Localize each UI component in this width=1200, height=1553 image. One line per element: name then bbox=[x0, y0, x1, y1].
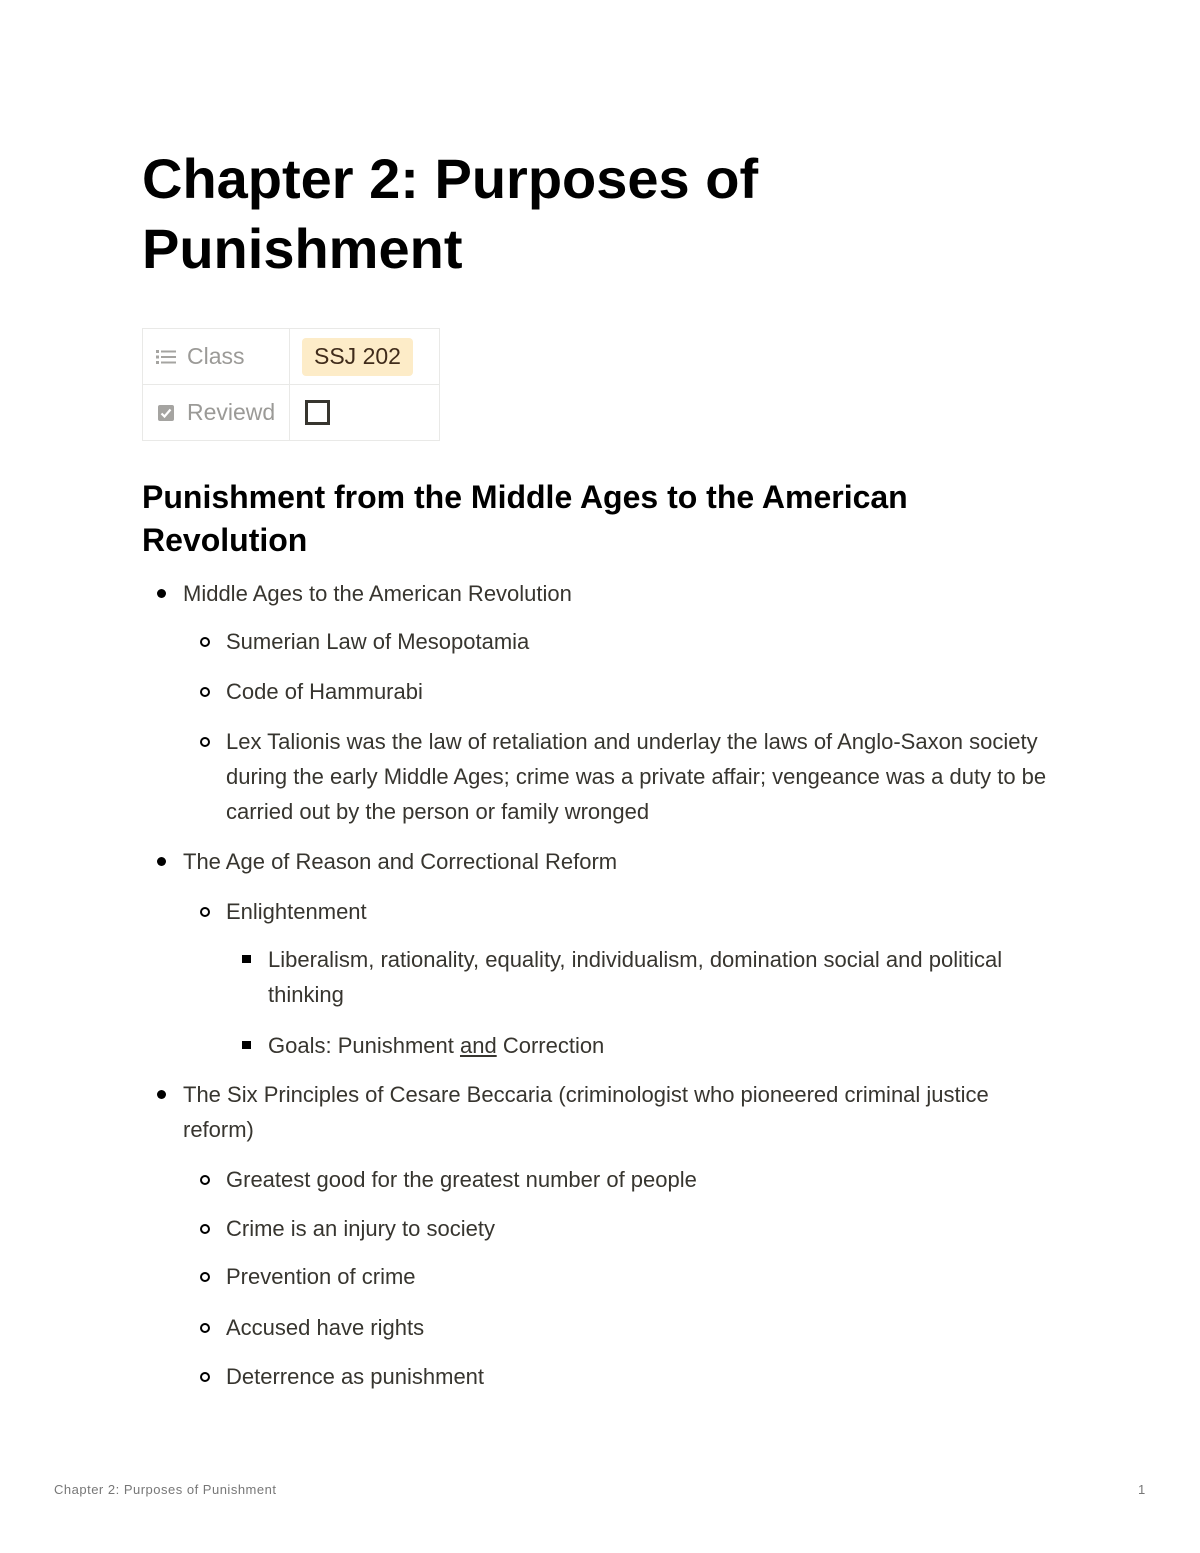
bullet-circle-icon bbox=[200, 687, 210, 697]
bullet-circle-icon bbox=[200, 1272, 210, 1282]
list-item: Code of Hammurabi bbox=[226, 674, 1066, 709]
bullet-circle-icon bbox=[200, 907, 210, 917]
bullet-circle-icon bbox=[200, 637, 210, 647]
bullet-square-icon bbox=[242, 1041, 251, 1049]
section-heading: Punishment from the Middle Ages to the American Revolution bbox=[142, 479, 908, 558]
list-item: Prevention of crime bbox=[226, 1259, 1066, 1294]
class-tag[interactable]: SSJ 202 bbox=[302, 338, 413, 376]
bullet-disc-icon bbox=[157, 1090, 166, 1099]
property-name-cell bbox=[143, 385, 290, 441]
page-number: 1 bbox=[1138, 1482, 1146, 1497]
list-item: The Six Principles of Cesare Beccaria (criminologist who pioneered criminal justice reform) bbox=[183, 1077, 1063, 1147]
footer-title: Chapter 2: Purposes of Punishment bbox=[54, 1482, 277, 1497]
property-value-cell bbox=[290, 329, 440, 385]
property-value-cell bbox=[290, 385, 440, 441]
list-item: Middle Ages to the American Revolution bbox=[183, 576, 1063, 611]
list-item: Sumerian Law of Mesopotamia bbox=[226, 624, 1066, 659]
list-item: Deterrence as punishment bbox=[226, 1359, 1066, 1394]
bullet-circle-icon bbox=[200, 1175, 210, 1185]
list-item: Liberalism, rationality, equality, individualism, domination social and political thinking bbox=[268, 942, 1068, 1012]
bullet-circle-icon bbox=[200, 737, 210, 747]
list-item: Greatest good for the greatest number of people bbox=[226, 1162, 1066, 1197]
underlined-text: and bbox=[459, 1033, 497, 1058]
page-title: Chapter 2: Purposes of Punishment bbox=[142, 147, 759, 280]
bullet-square-icon bbox=[242, 955, 251, 963]
bullet-disc-icon bbox=[157, 857, 166, 866]
property-row-class bbox=[143, 329, 440, 385]
reviewed-checkbox[interactable] bbox=[305, 400, 330, 425]
list-item: The Age of Reason and Correctional Reform bbox=[183, 844, 1063, 879]
checkbox-property-icon bbox=[155, 402, 177, 424]
property-label-class: Class bbox=[187, 343, 245, 369]
list-item: Enlightenment bbox=[226, 894, 1066, 929]
bullet-circle-icon bbox=[200, 1224, 210, 1234]
list-item: Goals: Punishment and Correction bbox=[268, 1028, 1068, 1063]
bullet-disc-icon bbox=[157, 589, 166, 598]
property-name-cell bbox=[143, 329, 290, 385]
list-icon bbox=[155, 346, 177, 368]
property-label-reviewed: Reviewd bbox=[187, 399, 276, 425]
bullet-circle-icon bbox=[200, 1323, 210, 1333]
property-row-reviewed bbox=[143, 385, 440, 441]
list-item: Lex Talionis was the law of retaliation and underlay the laws of Anglo-Saxon society during the early Middle Ages; crime was a private affair; vengeance was a duty to be carried out by the person or family wronged bbox=[226, 724, 1066, 829]
properties-table bbox=[142, 328, 440, 441]
list-item: Accused have rights bbox=[226, 1310, 1066, 1345]
bullet-circle-icon bbox=[200, 1372, 210, 1382]
list-item: Crime is an injury to society bbox=[226, 1211, 1066, 1246]
